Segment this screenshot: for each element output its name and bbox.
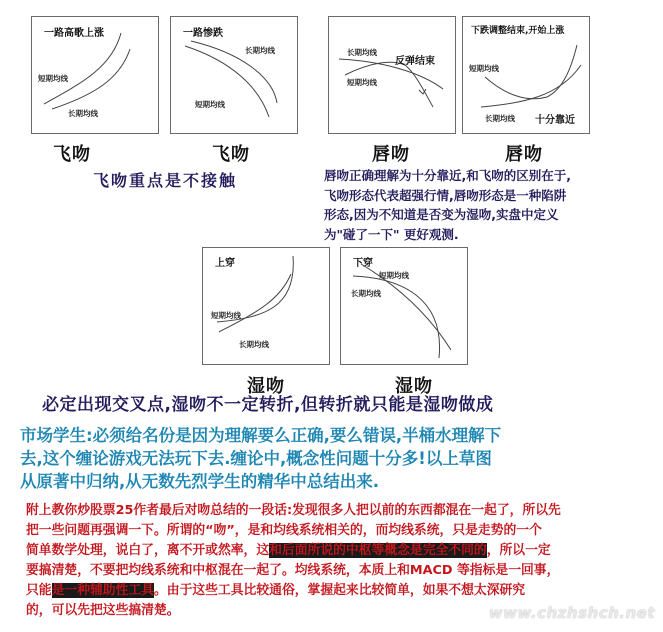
long-ma-label: 长期均线 (351, 289, 381, 298)
panel-adjust-end-lip-kiss (462, 16, 590, 134)
panel-caption: 唇吻 (372, 144, 410, 165)
panel-title: 上穿 (215, 258, 235, 269)
quote-line: 要搞清楚，不要把均线系统和中枢混在一起了。均线系统，本质上和MACD 等指标是一回事， (26, 563, 560, 578)
lip-kiss-note-line: 唇吻正确理解为十分靠近,和飞吻的区别在于, (324, 168, 571, 183)
long-ma-label: 长期均线 (239, 340, 269, 349)
panel-caption: 湿吻 (395, 376, 433, 397)
quote-text: 简单数学处理，说白了，离不开或然率，这 (26, 543, 270, 558)
long-ma-label: 长期均线 (245, 46, 275, 55)
short-ma-label: 短期均线 (38, 74, 68, 83)
author-quote (26, 501, 561, 621)
panel-title: 一路惨跌 (183, 28, 223, 39)
quote-line: 的，可以先把这些搞清楚。 (26, 603, 180, 618)
short-ma-label: 短期均线 (211, 311, 241, 320)
student-note-line: 市场学生:必须给名份是因为理解要么正确,要么错误,半桶水理解下 (20, 426, 502, 445)
student-note-line: 去,这个缠论游戏无法玩下去.缠论中,概念性问题十分多!以上草图 (20, 449, 492, 468)
long-ma-label: 长期均线 (485, 114, 515, 123)
student-note-line: 从原著中归纳,从无数先烈学生的精华中总结出来. (20, 472, 380, 491)
short-ma-label: 短期均线 (195, 100, 225, 109)
lip-kiss-note-line: 形态,因为不知道是否变为湿吻,实盘中定义 (324, 207, 559, 222)
student-note (20, 424, 501, 493)
short-ma-label: 短期均线 (469, 64, 499, 73)
quote-line: 把一些问题再强调一下。所谓的“吻”，是和均线系统相关的，而均线系统，只是走势的一个 (26, 523, 542, 538)
highlighted-text: 是一种辅助性工具 (51, 583, 154, 598)
ma-curves (329, 17, 457, 135)
rebound-end-label: 反弹结束 (395, 56, 435, 67)
panel-caption: 唇吻 (505, 144, 543, 165)
lip-kiss-note-line: 为"碰了一下" 更好观测. (324, 226, 459, 242)
quote-text: ，所以一定 (486, 543, 551, 558)
watermark: www.chzhshch.net (488, 604, 655, 622)
panel-falling-flying-kiss (170, 16, 298, 134)
quote-line (26, 541, 561, 561)
panel-rising-flying-kiss (31, 16, 159, 134)
panel-cross-up-wet-kiss (202, 247, 330, 365)
lip-kiss-note (324, 166, 571, 244)
panel-title: 下穿 (353, 258, 373, 269)
quote-line: 附上教你炒股票25作者最后对吻总结的一段话:发现很多人把以前的东西都混在一起了，所以先 (26, 503, 561, 518)
quote-text: 只能 (26, 583, 52, 598)
short-ma-label: 短期均线 (347, 78, 377, 87)
quote-text: 。由于这些工具比较通俗，掌握起来比较简单，如果不想太深研究 (153, 583, 526, 598)
very-close-label: 十分靠近 (535, 115, 575, 126)
lip-kiss-note-line: 飞吻形态代表超强行情,唇吻形态是一种陷阱 (324, 187, 567, 203)
panel-rebound-lip-kiss (328, 16, 456, 134)
wet-kiss-note: 必定出现交叉点,湿吻不一定转折,但转折就只能是湿吻做成 (42, 395, 494, 415)
panel-caption: 湿吻 (247, 376, 285, 397)
panel-title: 下跌调整结束,开始上涨 (471, 26, 565, 36)
highlighted-text: 和后面所说的中枢等概念是完全不同的 (269, 543, 487, 558)
panel-caption: 飞吻 (212, 144, 250, 165)
quote-line (26, 581, 561, 601)
flying-kiss-note: 飞吻重点是不接触 (93, 171, 238, 190)
short-ma-label: 短期均线 (379, 271, 409, 280)
panel-caption: 飞吻 (53, 144, 91, 165)
panel-cross-down-wet-kiss (340, 247, 468, 365)
long-ma-label: 长期均线 (347, 48, 377, 57)
long-ma-label: 长期均线 (68, 109, 98, 118)
panel-title: 一路高歌上涨 (44, 28, 104, 39)
